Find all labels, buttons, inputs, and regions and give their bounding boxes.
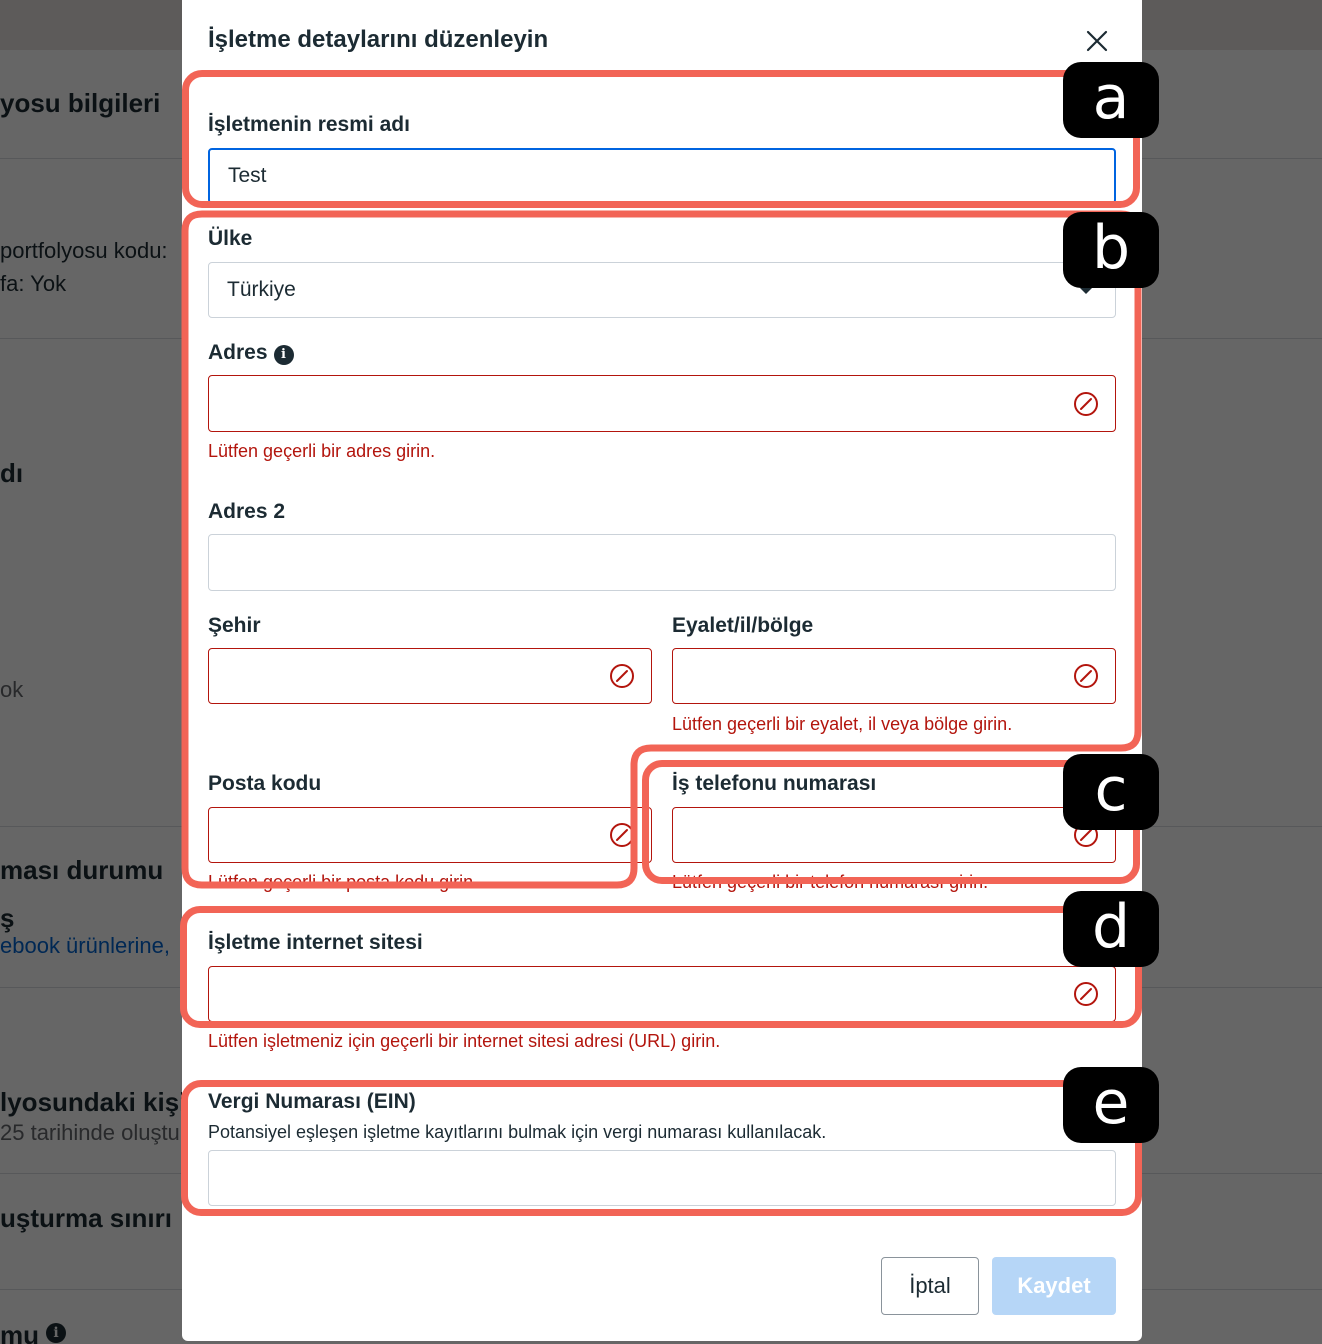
address2-label: Adres 2	[208, 500, 286, 523]
error-blocked-icon	[1073, 663, 1099, 689]
website-error: Lütfen işletmeniz için geçerli bir internet sitesi adresi (URL) girin.	[208, 1031, 721, 1051]
website-label: İşletme internet sitesi	[208, 931, 423, 954]
address-field[interactable]	[208, 375, 1116, 432]
address-label-text: Adres	[208, 341, 268, 364]
phone-error: Lütfen geçerli bir telefon numarası girin.	[672, 872, 989, 892]
country-selected-value: Türkiye	[227, 278, 296, 301]
tax-label: Vergi Numarası (EIN)	[208, 1090, 416, 1113]
annotation-label-c: c	[1063, 754, 1159, 830]
country-select[interactable]	[208, 262, 1116, 318]
annotation-label-a: a	[1063, 62, 1159, 138]
postal-field[interactable]	[208, 807, 652, 863]
save-button[interactable]: Kaydet	[992, 1257, 1116, 1315]
address2-field[interactable]	[208, 534, 1116, 591]
city-label: Şehir	[208, 614, 261, 637]
postal-input[interactable]	[209, 808, 651, 862]
country-label: Ülke	[208, 227, 253, 250]
annotation-label-b: b	[1063, 212, 1159, 288]
close-button[interactable]	[1082, 26, 1112, 56]
state-field[interactable]	[672, 648, 1116, 704]
address-error: Lütfen geçerli bir adres girin.	[208, 441, 436, 461]
tax-description: Potansiyel eşleşen işletme kayıtlarını bulmak için vergi numarası kullanılacak.	[208, 1122, 827, 1142]
legal-name-input[interactable]	[210, 150, 1114, 202]
tax-input[interactable]	[209, 1151, 1115, 1205]
annotation-label-d: d	[1063, 891, 1159, 967]
legal-name-field[interactable]	[208, 148, 1116, 204]
state-error: Lütfen geçerli bir eyalet, il veya bölge girin.	[672, 714, 1013, 734]
phone-input[interactable]	[673, 808, 1115, 862]
close-icon	[1082, 26, 1112, 56]
dialog-title: İşletme detaylarını düzenleyin	[208, 26, 549, 53]
address-input[interactable]	[209, 376, 1115, 431]
phone-label: İş telefonu numarası	[672, 772, 877, 795]
tax-field[interactable]	[208, 1150, 1116, 1206]
edit-business-details-dialog	[182, 0, 1142, 1341]
address2-input[interactable]	[209, 535, 1115, 590]
website-input[interactable]	[209, 967, 1115, 1021]
info-icon[interactable]: i	[274, 345, 294, 365]
error-blocked-icon	[609, 822, 635, 848]
phone-field[interactable]	[672, 807, 1116, 863]
annotation-label-e: e	[1063, 1067, 1159, 1143]
postal-label: Posta kodu	[208, 772, 322, 795]
error-blocked-icon	[1073, 391, 1099, 417]
city-field[interactable]	[208, 648, 652, 704]
error-blocked-icon	[1073, 981, 1099, 1007]
state-label: Eyalet/il/bölge	[672, 614, 814, 637]
website-field[interactable]	[208, 966, 1116, 1022]
postal-error: Lütfen geçerli bir posta kodu girin.	[208, 872, 479, 892]
legal-name-label: İşletmenin resmi adı	[208, 113, 410, 136]
state-input[interactable]	[673, 649, 1115, 703]
address-label	[208, 341, 294, 365]
city-input[interactable]	[209, 649, 651, 703]
cancel-button[interactable]: İptal	[881, 1257, 979, 1315]
error-blocked-icon	[609, 663, 635, 689]
